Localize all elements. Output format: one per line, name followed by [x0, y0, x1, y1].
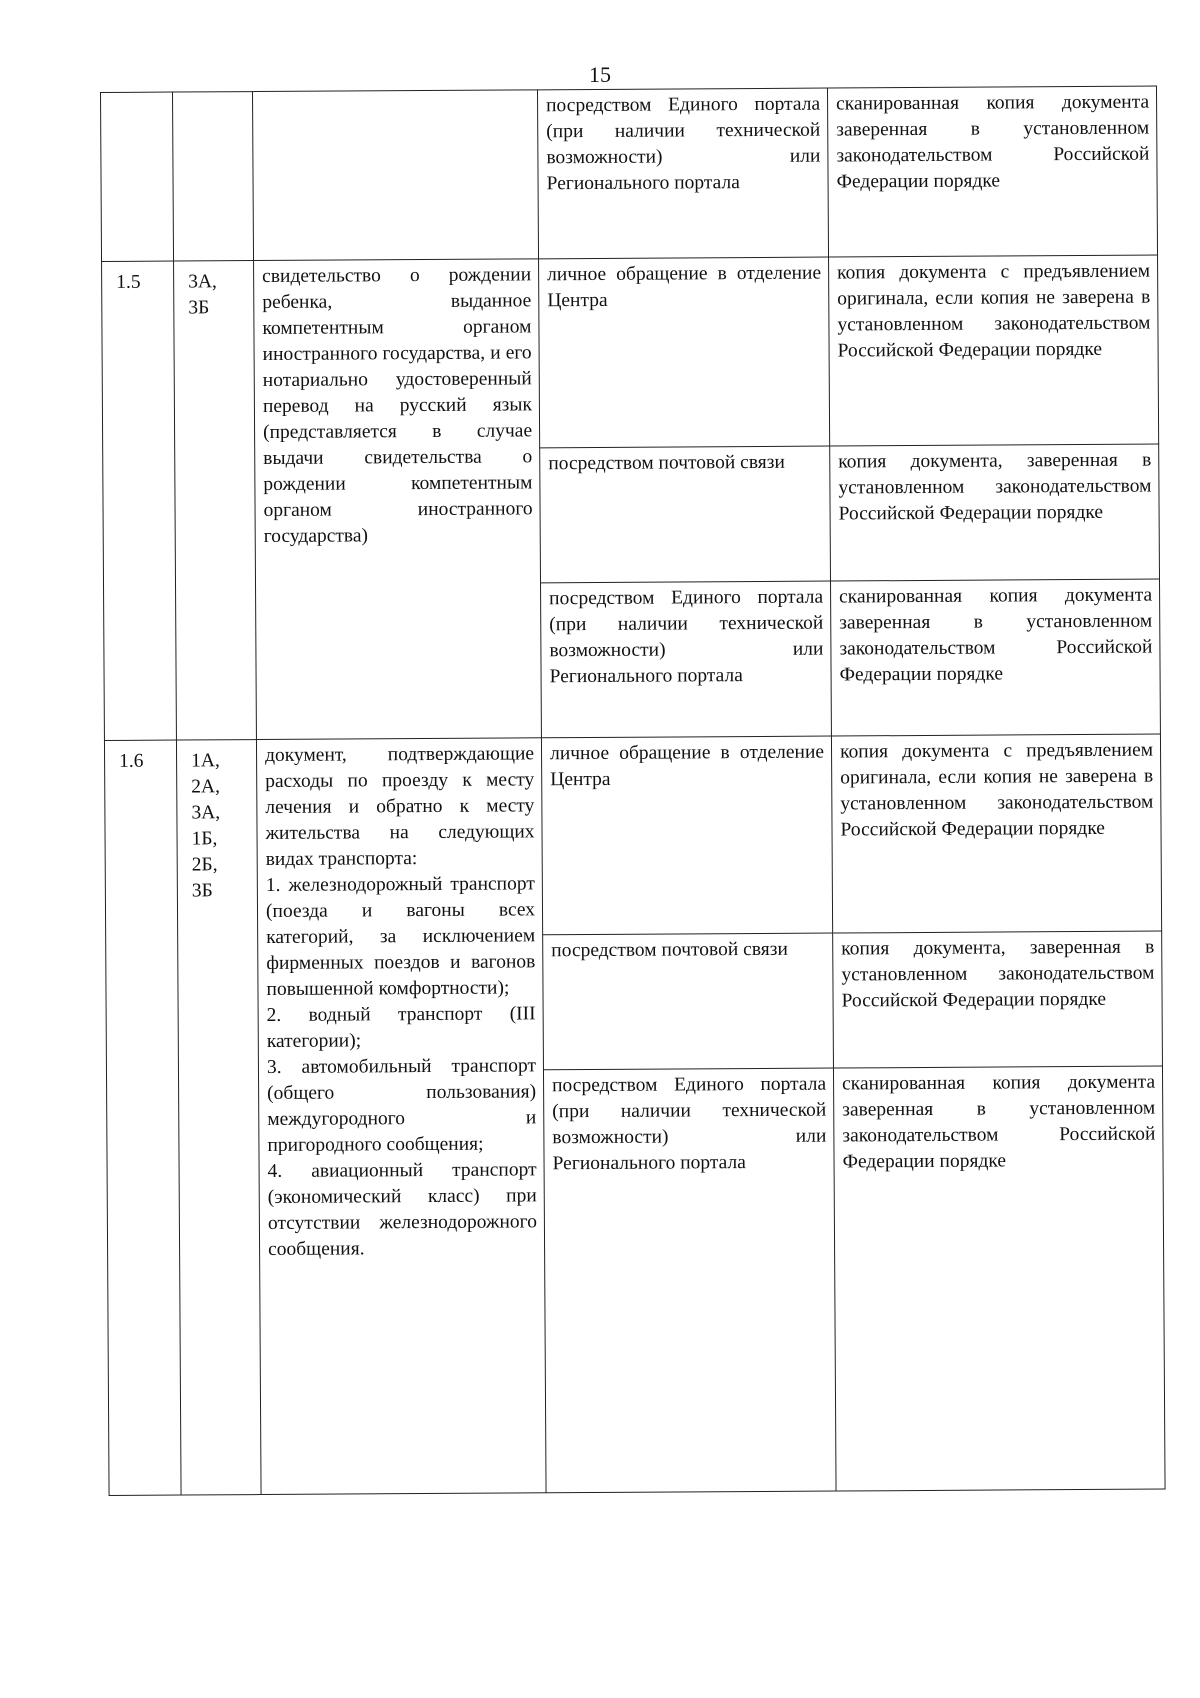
cell-method: посредством Единого портала (при наличии технической возможности) или Регионального портала	[541, 581, 832, 738]
page-number: 15	[589, 62, 611, 87]
cell-form: копия документа, заверенная в установленном законодательством Российской Федерации порядке	[833, 931, 1163, 1068]
documents-table	[100, 86, 1166, 1496]
table-row	[102, 255, 1159, 450]
cell-method: посредством Единого портала (при наличии технической возможности) или Регионального портала	[543, 1068, 836, 1493]
document-item: 2. водный транспорт (III категории);	[266, 1003, 536, 1052]
cell-category: 1А, 2А, 3А, 1Б, 2Б, 3Б	[176, 740, 261, 1495]
cell-method: личное обращение в отделение Центра	[541, 736, 832, 935]
cell-form: сканированная копия документа заверенная в установленном законодательством Российской Федерации порядке	[827, 86, 1157, 257]
document-item: 4. авиационный транспорт (экономический класс) при отсутствии железнодорожного сообщения.	[267, 1159, 537, 1260]
table-row	[104, 734, 1161, 937]
cell-form: копия документа с предъявлением оригинала, если копия не заверена в установленном законодательством Российской Федерации порядке	[831, 734, 1161, 933]
cell-form: копия документа, заверенная в установленном законодательством Российской Федерации порядке	[830, 444, 1160, 581]
cell-form: сканированная копия документа заверенная в установленном законодательством Российской Федерации порядке	[833, 1066, 1165, 1491]
cell-document	[253, 90, 539, 261]
cell-form: копия документа с предъявлением оригинала, если копия не заверена в установленном законодательством Российской Федерации порядке	[829, 255, 1159, 446]
cell-method: посредством почтовой связи	[543, 933, 834, 1070]
cell-form: сканированная копия документа заверенная в установленном законодательством Российской Федерации порядке	[831, 579, 1161, 736]
cell-method: посредством Единого портала (при наличии технической возможности) или Регионального портала	[537, 88, 828, 259]
table-row	[101, 86, 1158, 261]
cell-category: 3А, 3Б	[174, 261, 257, 740]
cell-method: личное обращение в отделение Центра	[539, 257, 830, 448]
cell-method: посредством почтовой связи	[540, 446, 831, 583]
cell-document: свидетельство о рождении ребенка, выданное компетентным органом иностранного государства, и его нотариально удостоверенный перевод на русский язык (представляется в случае выдачи свидетельства о рождении компетентным органом иностранного государства)	[254, 259, 542, 740]
cell-number: 1.5	[102, 261, 177, 740]
document-item: 3. автомобильный транспорт (общего пользования) междугородного и пригородного сообщения;	[266, 1055, 537, 1156]
cell-category	[173, 92, 254, 261]
cell-document	[256, 738, 546, 1495]
cell-number	[101, 92, 174, 261]
document-intro: документ, подтверждающие расходы по проезду к месту лечения и обратно к месту жительства на следующих видах транспорта:	[264, 743, 535, 871]
document-item: 1. железнодорожный транспорт (поезда и вагоны всех категорий, за исключением фирменных поездов и вагонов повышенной комфортности);	[265, 873, 536, 1000]
cell-number: 1.6	[104, 740, 181, 1495]
